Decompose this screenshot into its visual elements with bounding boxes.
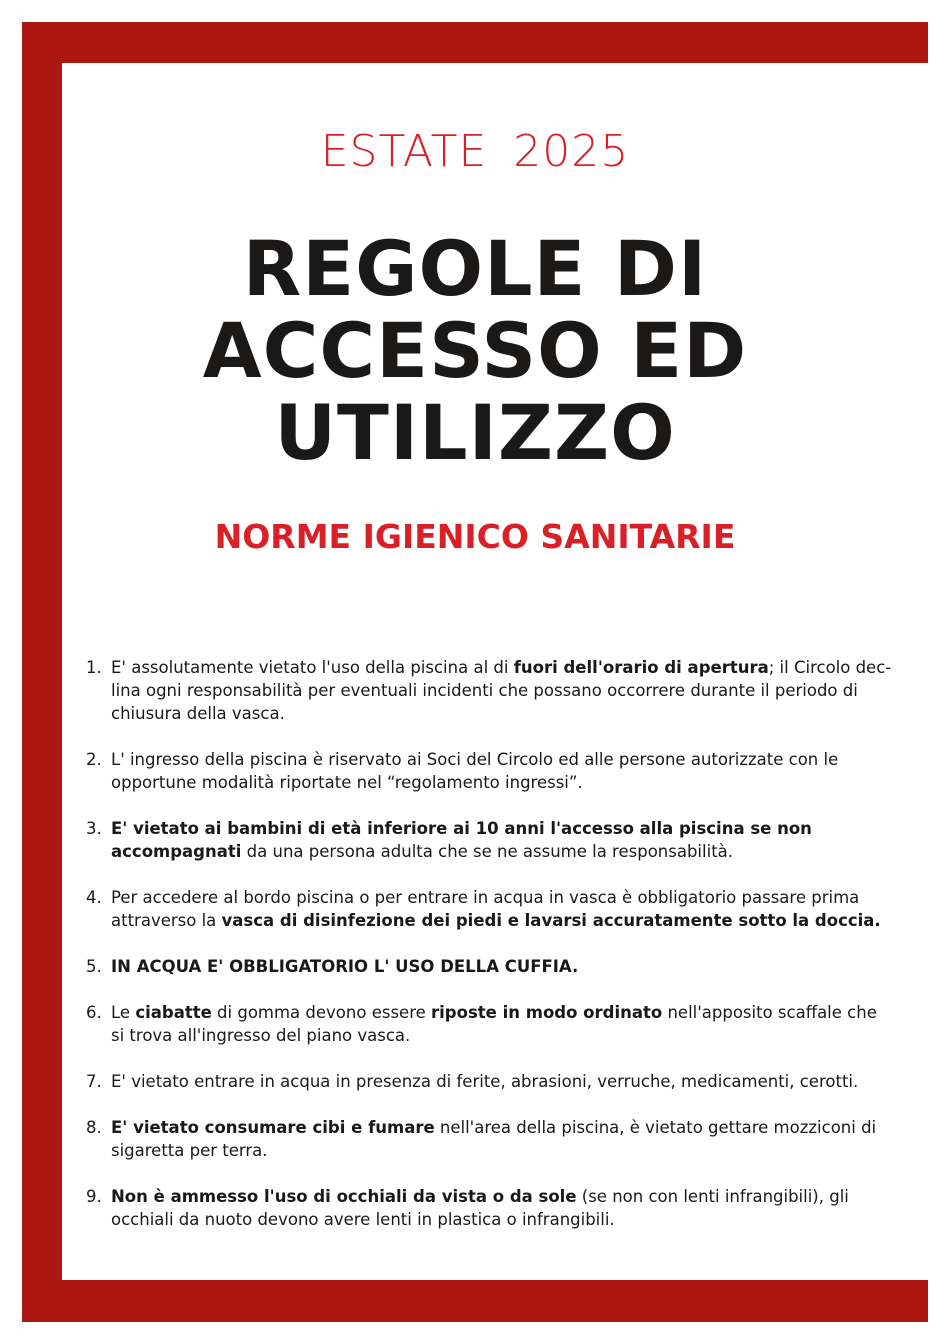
rule-text [111,748,916,794]
rule-text-segment: L' ingresso della piscina è riservato ai Soci del Circolo ed alle persone autorizzate con le [111,750,839,769]
rule-item [86,1185,916,1231]
rule-text-bold: accompagnati [111,842,242,861]
rule-number: 9. [86,1187,102,1206]
rule-text-bold: ciabatte [135,1003,212,1022]
rule-text-segment: (se non con lenti infrangibili), gli [576,1187,849,1206]
rule-text-segment: Per accedere al bordo piscina o per entrare in acqua in vasca è obbligatorio passare prima [111,888,860,907]
rule-text-segment: Le [111,1003,136,1022]
rule-text [111,1070,916,1093]
rule-text-bold: fuori dell'orario di apertura [513,658,769,677]
rule-text-segment: sigaretta per terra. [111,1141,268,1160]
rule-text-segment: attraverso la [111,911,222,930]
rule-item [86,656,916,725]
rule-text-segment: E' vietato entrare in acqua in presenza di ferite, abrasioni, verruche, medicamenti, cerotti. [111,1072,859,1091]
rule-item [86,1116,916,1162]
rule-text-segment: chiusura della vasca. [111,704,285,723]
rule-number: 1. [86,658,102,677]
season-heading [0,126,950,177]
rule-text-segment: E' assolutamente vietato l'uso della piscina al di [111,658,514,677]
rule-text-segment: di gomma devono essere [211,1003,432,1022]
season-label: ESTATE [320,126,488,177]
rule-text-segment: ; il Circolo dec- [768,658,892,677]
rule-item [86,955,916,978]
rule-item [86,748,916,794]
rule-number: 2. [86,750,102,769]
rule-text [111,1116,916,1162]
rule-text [111,1185,916,1231]
rule-text-segment: lina ogni responsabilità per eventuali incidenti che possano occorrere durante il periodo di [111,681,858,700]
rule-item [86,817,916,863]
rule-number: 6. [86,1003,102,1022]
title-line: UTILIZZO [274,388,676,477]
rule-text-segment: nell'area della piscina, è vietato gettare mozziconi di [434,1118,877,1137]
rule-text [111,817,916,863]
rule-text-segment: da una persona adulta che se ne assume la responsabilità. [241,842,734,861]
rule-text-bold: IN ACQUA E' OBBLIGATORIO L' USO DELLA CUFFIA. [111,957,579,976]
page-title [0,224,950,477]
rule-text-segment: si trova all'ingresso del piano vasca. [111,1026,411,1045]
rule-number: 4. [86,888,102,907]
rule-text-bold: E' vietato ai bambini di età inferiore ai 10 anni l'accesso alla piscina se non [111,819,812,838]
page-subtitle: NORME IGIENICO SANITARIE [214,517,736,556]
rule-number: 5. [86,957,102,976]
rule-text [111,886,916,932]
rule-text [111,656,916,725]
rule-text [111,1001,916,1047]
rule-text-bold: E' vietato consumare cibi e fumare [111,1118,435,1137]
rule-item [86,1070,916,1093]
rule-text [111,955,916,978]
season-year: 2025 [513,126,630,177]
rule-number: 8. [86,1118,102,1137]
rule-text-segment: nell'apposito scaffale che [662,1003,877,1022]
rule-text-segment: opportune modalità riportate nel “regolamento ingressi”. [111,773,583,792]
title-line: REGOLE DI [242,224,708,313]
rule-text-bold: riposte in modo ordinato [431,1003,663,1022]
rule-text-segment: occhiali da nuoto devono avere lenti in plastica o infrangibili. [111,1210,615,1229]
rules-list [86,656,916,1254]
rule-text-bold: Non è ammesso l'uso di occhiali da vista o da sole [111,1187,577,1206]
rule-number: 7. [86,1072,102,1091]
title-line: ACCESSO ED [202,306,748,395]
rule-text-bold: vasca di disinfezione dei piedi e lavarsi accuratamente sotto la doccia. [221,911,881,930]
rule-item [86,1001,916,1047]
rule-number: 3. [86,819,102,838]
rule-item [86,886,916,932]
